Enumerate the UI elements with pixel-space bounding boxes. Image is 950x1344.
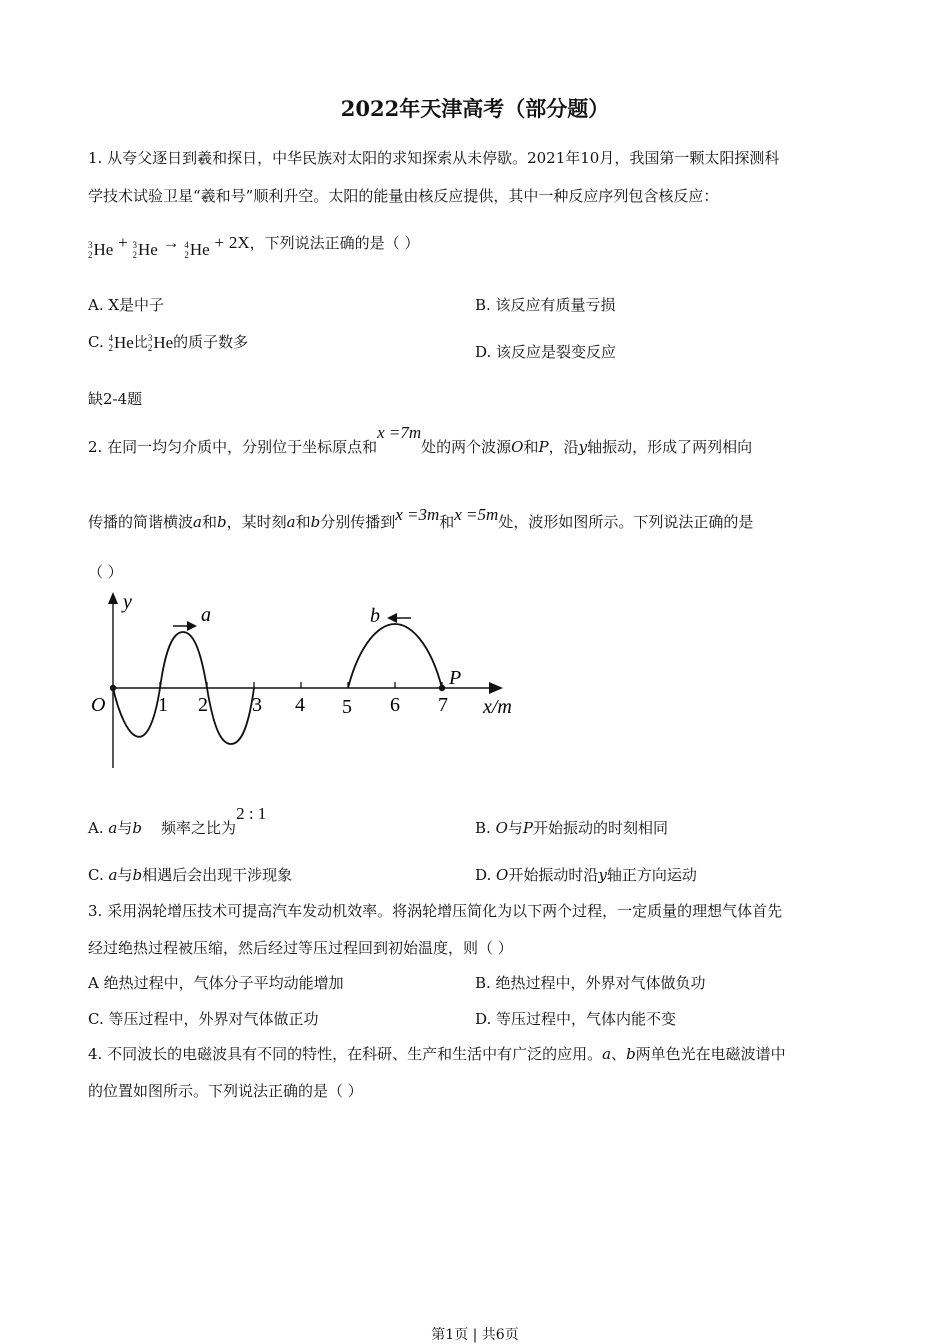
wave-a-trough-2 — [207, 688, 254, 744]
frequency-ratio: 2 : 1 — [236, 804, 267, 823]
tick-label-3: 3 — [252, 694, 262, 716]
q2-answer-paren: （ ） — [88, 563, 123, 581]
tick-label-5: 5 — [342, 696, 352, 718]
q1-option-c: C. 4 2 He 比 3 2 He 的质子数多 — [88, 333, 249, 353]
position-x3: x =3m — [395, 505, 440, 524]
wave-b-crest — [348, 624, 442, 688]
q2-option-a: A. a与b 频率之比为2 : 1 — [88, 804, 267, 837]
wave-a-trough-1 — [113, 688, 160, 737]
tick-label-1: 1 — [158, 694, 168, 716]
q1-line2: 学技术试验卫星“羲和号”顺利升空。太阳的能量由核反应提供，其中一种反应序列包含核反应： — [88, 187, 719, 205]
q2-option-c: C. a与b相遇后会出现干涉现象 — [88, 866, 293, 884]
q3-line1: 3. 采用涡轮增压技术可提高汽车发动机效率。将涡轮增压简化为以下两个过程，一定质量的理想气体首先 — [88, 902, 783, 920]
source-p-point — [439, 685, 445, 691]
q3-line2: 经过绝热过程被压缩，然后经过等压过程回到初始温度，则（ ） — [88, 939, 513, 957]
y-axis-label: y — [123, 591, 132, 613]
wave-a-label: a — [201, 604, 211, 626]
q2-line1: 2. 在同一均匀介质中，分别位于坐标原点和x =7m处的两个波源O和P，沿y轴振动，形成了两列相向 — [88, 423, 753, 456]
nuclide-he4: 4 2 He — [184, 240, 210, 260]
q3-option-c: C. 等压过程中，外界对气体做正功 — [88, 1010, 319, 1028]
x-axis-arrow — [489, 682, 503, 694]
page-footer: 第1页 | 共6页 — [431, 1327, 519, 1343]
tick-label-6: 6 — [390, 694, 400, 716]
origin-label: O — [91, 694, 106, 716]
position-x5: x =5m — [454, 505, 499, 524]
q1-line1: 1. 从夸父逐日到羲和探日，中华民族对太阳的求知探索从未停歇。2021年10月，我国第一颗太阳探测科 — [88, 149, 780, 167]
q1-option-b: B. 该反应有质量亏损 — [475, 296, 616, 314]
q2-line2: 传播的简谐横波a和b，某时刻a和b分别传播到x =3m和x =5m处，波形如图所示。下列说法正确的是 — [88, 505, 754, 531]
q4-line1: 4. 不同波长的电磁波具有不同的特性，在科研、生产和生活中有广泛的应用。a、b两单色光在电磁波谱中 — [88, 1045, 786, 1063]
wave-figure — [85, 590, 530, 780]
reaction-arrow: → — [162, 233, 180, 252]
q1-option-d: D. 该反应是裂变反应 — [475, 343, 617, 361]
source-o-point — [110, 685, 116, 691]
q3-option-d: D. 等压过程中，气体内能不变 — [475, 1010, 677, 1028]
wave-b-label: b — [370, 605, 380, 627]
tick-labels — [158, 694, 448, 718]
page-title: 2022年天津高考（部分题） — [340, 96, 610, 121]
plus-sign-2: + — [214, 233, 225, 252]
nuclide-he3-a: 3 2 He — [88, 240, 114, 260]
missing-questions-note: 缺2-4题 — [88, 390, 143, 408]
nuclide-he4-c: 4 2 He — [108, 333, 134, 353]
q2-option-d: D. O开始振动时沿y轴正方向运动 — [475, 866, 697, 884]
q1-stem-end: ，下列说法正确的是（ ） — [249, 234, 420, 252]
q2-option-b: B. O与P开始振动的时刻相同 — [475, 819, 669, 837]
wave-a-crest — [160, 632, 207, 688]
q1-equation-line — [88, 233, 419, 260]
tick-label-4: 4 — [295, 694, 305, 716]
q3-option-b: B. 绝热过程中，外界对气体做负功 — [475, 974, 706, 992]
nuclide-he3-c: 3 2 He — [147, 333, 174, 353]
point-p-label: P — [449, 667, 462, 689]
q3-option-a: A 绝热过程中，气体分子平均动能增加 — [88, 974, 344, 992]
q1-option-a: A. X是中子 — [88, 296, 165, 314]
position-x7: x =7m — [377, 423, 422, 442]
product-2x: 2X — [228, 233, 250, 252]
x-axis-label: x/m — [483, 696, 512, 718]
y-axis-arrow — [108, 592, 118, 604]
q4-line2: 的位置如图所示。下列说法正确的是（ ） — [88, 1082, 363, 1100]
plus-sign: + — [118, 233, 128, 252]
nuclide-he3-b: 3 2 He — [132, 240, 158, 260]
tick-label-2: 2 — [198, 694, 208, 716]
tick-label-7: 7 — [438, 694, 448, 716]
x-ticks — [160, 682, 442, 688]
